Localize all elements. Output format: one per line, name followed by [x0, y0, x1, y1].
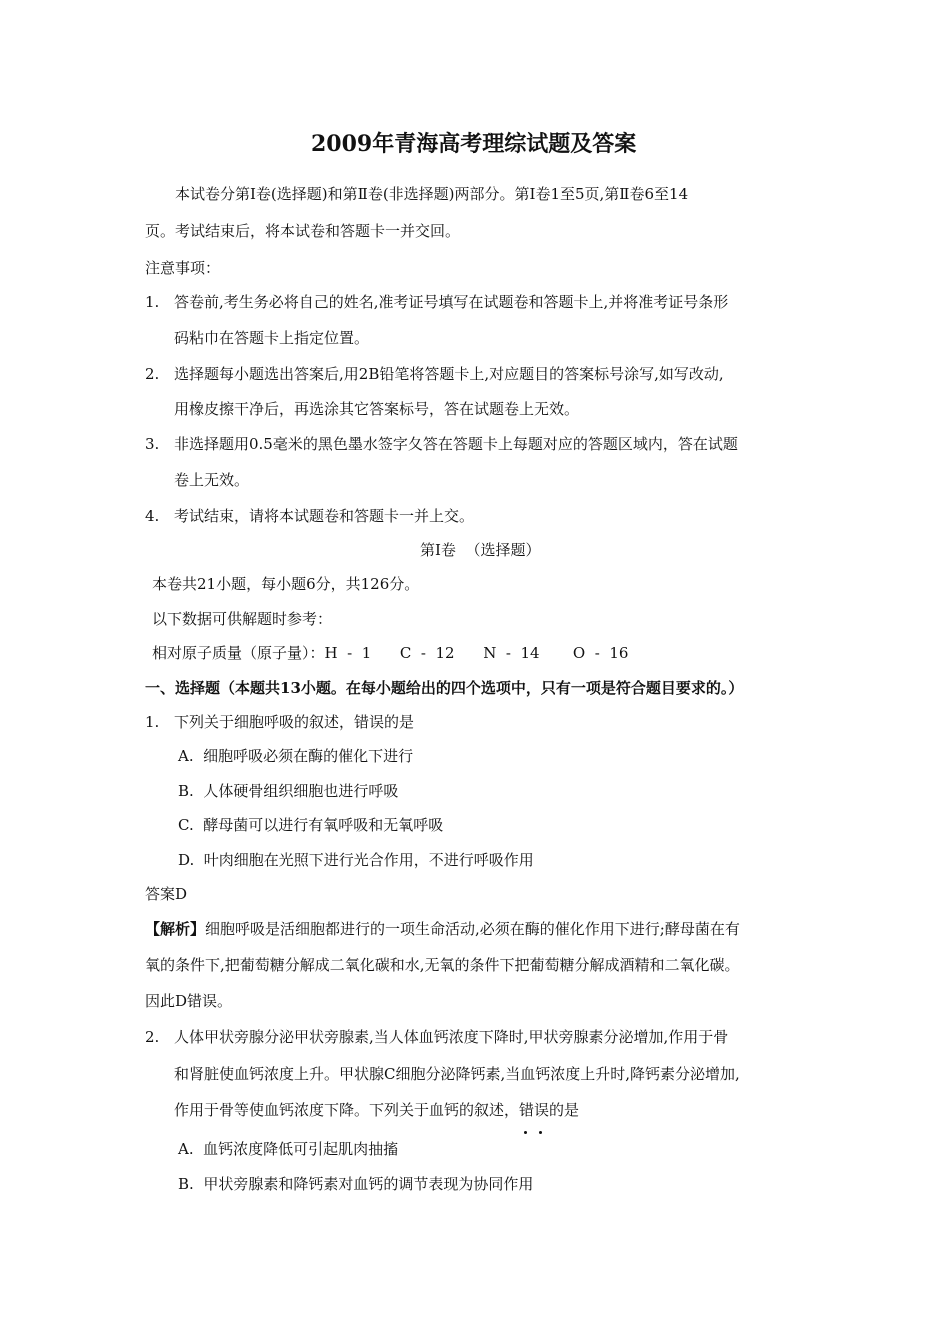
notice-item-4-line-1: 考试结束，请将本试题卷和答题卡一并上交。: [174, 507, 475, 525]
notice-item-1-num: 1.: [145, 293, 160, 311]
q2-line-3-post: 的是: [549, 1101, 580, 1119]
part1-info-1: 本卷共21小题，每小题6分，共126分。: [152, 575, 420, 593]
q2-line-1: 人体甲状旁腺分泌甲状旁腺素,当人体血钙浓度下降时,甲状旁腺素分泌增加,作用于骨: [174, 1028, 729, 1046]
q2-line-2: 和肾脏使血钙浓度上升。甲状腺C细胞分泌降钙素,当血钙浓度上升时,降钙素分泌增加,: [174, 1065, 740, 1083]
atomic-mass-line: 相对原子质量（原子量）：H - 1 C - 12 N - 14 O - 16: [152, 644, 629, 662]
notice-item-3-line-2: 卷上无效。: [174, 471, 250, 489]
notice-item-1-line-1: 答卷前,考生务必将自己的姓名,准考证号填写在试题卷和答题卡上,并将准考证号条形: [174, 293, 729, 311]
q1-option-a: A. 细胞呼吸必须在酶的催化下进行: [178, 747, 414, 765]
q1-option-c: C. 酵母菌可以进行有氧呼吸和无氧呼吸: [178, 816, 444, 834]
section-1-heading: 一、选择题（本题共13小题。在每小题给出的四个选项中，只有一项是符合题目要求的。）: [145, 679, 744, 697]
notice-item-2-num: 2.: [145, 365, 160, 383]
emphasis-dot: [524, 1131, 527, 1134]
notice-item-3-line-1: 非选择题用0.5毫米的黑色墨水签字夂答在答题卡上每题对应的答题区域内，答在试题: [174, 435, 738, 453]
notice-item-3-num: 3.: [145, 435, 160, 453]
intro-line-2: 页。考试结束后，将本试卷和答题卡一并交回。: [145, 222, 461, 240]
notice-heading: 注意事项：: [145, 259, 221, 277]
q2-number: 2.: [145, 1028, 160, 1046]
analysis-tag: 【解析】: [145, 920, 206, 938]
q1-option-d: D. 叶肉细胞在光照下进行光合作用，不进行呼吸作用: [178, 851, 534, 869]
q2-line-3-pre: 作用于骨等使血钙浓度下降。下列关于血钙的叙述，: [174, 1101, 520, 1119]
q1-number: 1.: [145, 713, 160, 731]
q1-analysis-line-3: 因此D错误。: [145, 992, 233, 1010]
q1-analysis-line-2: 氧的条件下,把葡萄糖分解成二氧化碳和水,无氧的条件下把葡萄糖分解成酒精和二氧化碳。: [145, 956, 740, 974]
q2-option-b: B. 甲状旁腺素和降钙素对血钙的调节表现为协同作用: [178, 1175, 534, 1193]
notice-item-2-line-2: 用橡皮擦干净后，再选涂其它答案标号，答在试题卷上无效。: [174, 400, 580, 418]
analysis-text-1: 细胞呼吸是活细胞都进行的一项生命活动,必须在酶的催化作用下进行;酵母菌在有: [205, 920, 740, 938]
q1-analysis-line-1: [145, 919, 740, 939]
notice-item-2-line-1: 选择题每小题选出答案后,用2B铅笔将答题卡上,对应题目的答案标号涂写,如写改动,: [174, 365, 724, 383]
q2-line-3: [174, 1100, 579, 1120]
page-title: 2009年青海高考理综试题及答案: [311, 131, 637, 157]
notice-item-1-line-2: 码粘巾在答题卡上指定位置。: [174, 329, 370, 347]
q1-stem: 下列关于细胞呼吸的叙述，错误的是: [174, 713, 415, 731]
q2-emphasis-word: [519, 1100, 549, 1120]
notice-item-4-num: 4.: [145, 507, 160, 525]
q1-answer: 答案D: [145, 885, 188, 903]
q2-emphasis-text: 错误: [519, 1101, 550, 1119]
part1-info-2: 以下数据可供解题时参考：: [152, 610, 333, 628]
emphasis-dot: [539, 1131, 542, 1134]
part1-heading: 第Ⅰ卷 （选择题）: [420, 541, 541, 559]
intro-line-1: 本试卷分第Ⅰ卷(选择题)和第Ⅱ卷(非选择题)两部分。第Ⅰ卷1至5页,第Ⅱ卷6至14: [175, 185, 689, 203]
q1-option-b: B. 人体硬骨组织细胞也进行呼吸: [178, 782, 399, 800]
q2-option-a: A. 血钙浓度降低可引起肌肉抽搐: [178, 1140, 399, 1158]
